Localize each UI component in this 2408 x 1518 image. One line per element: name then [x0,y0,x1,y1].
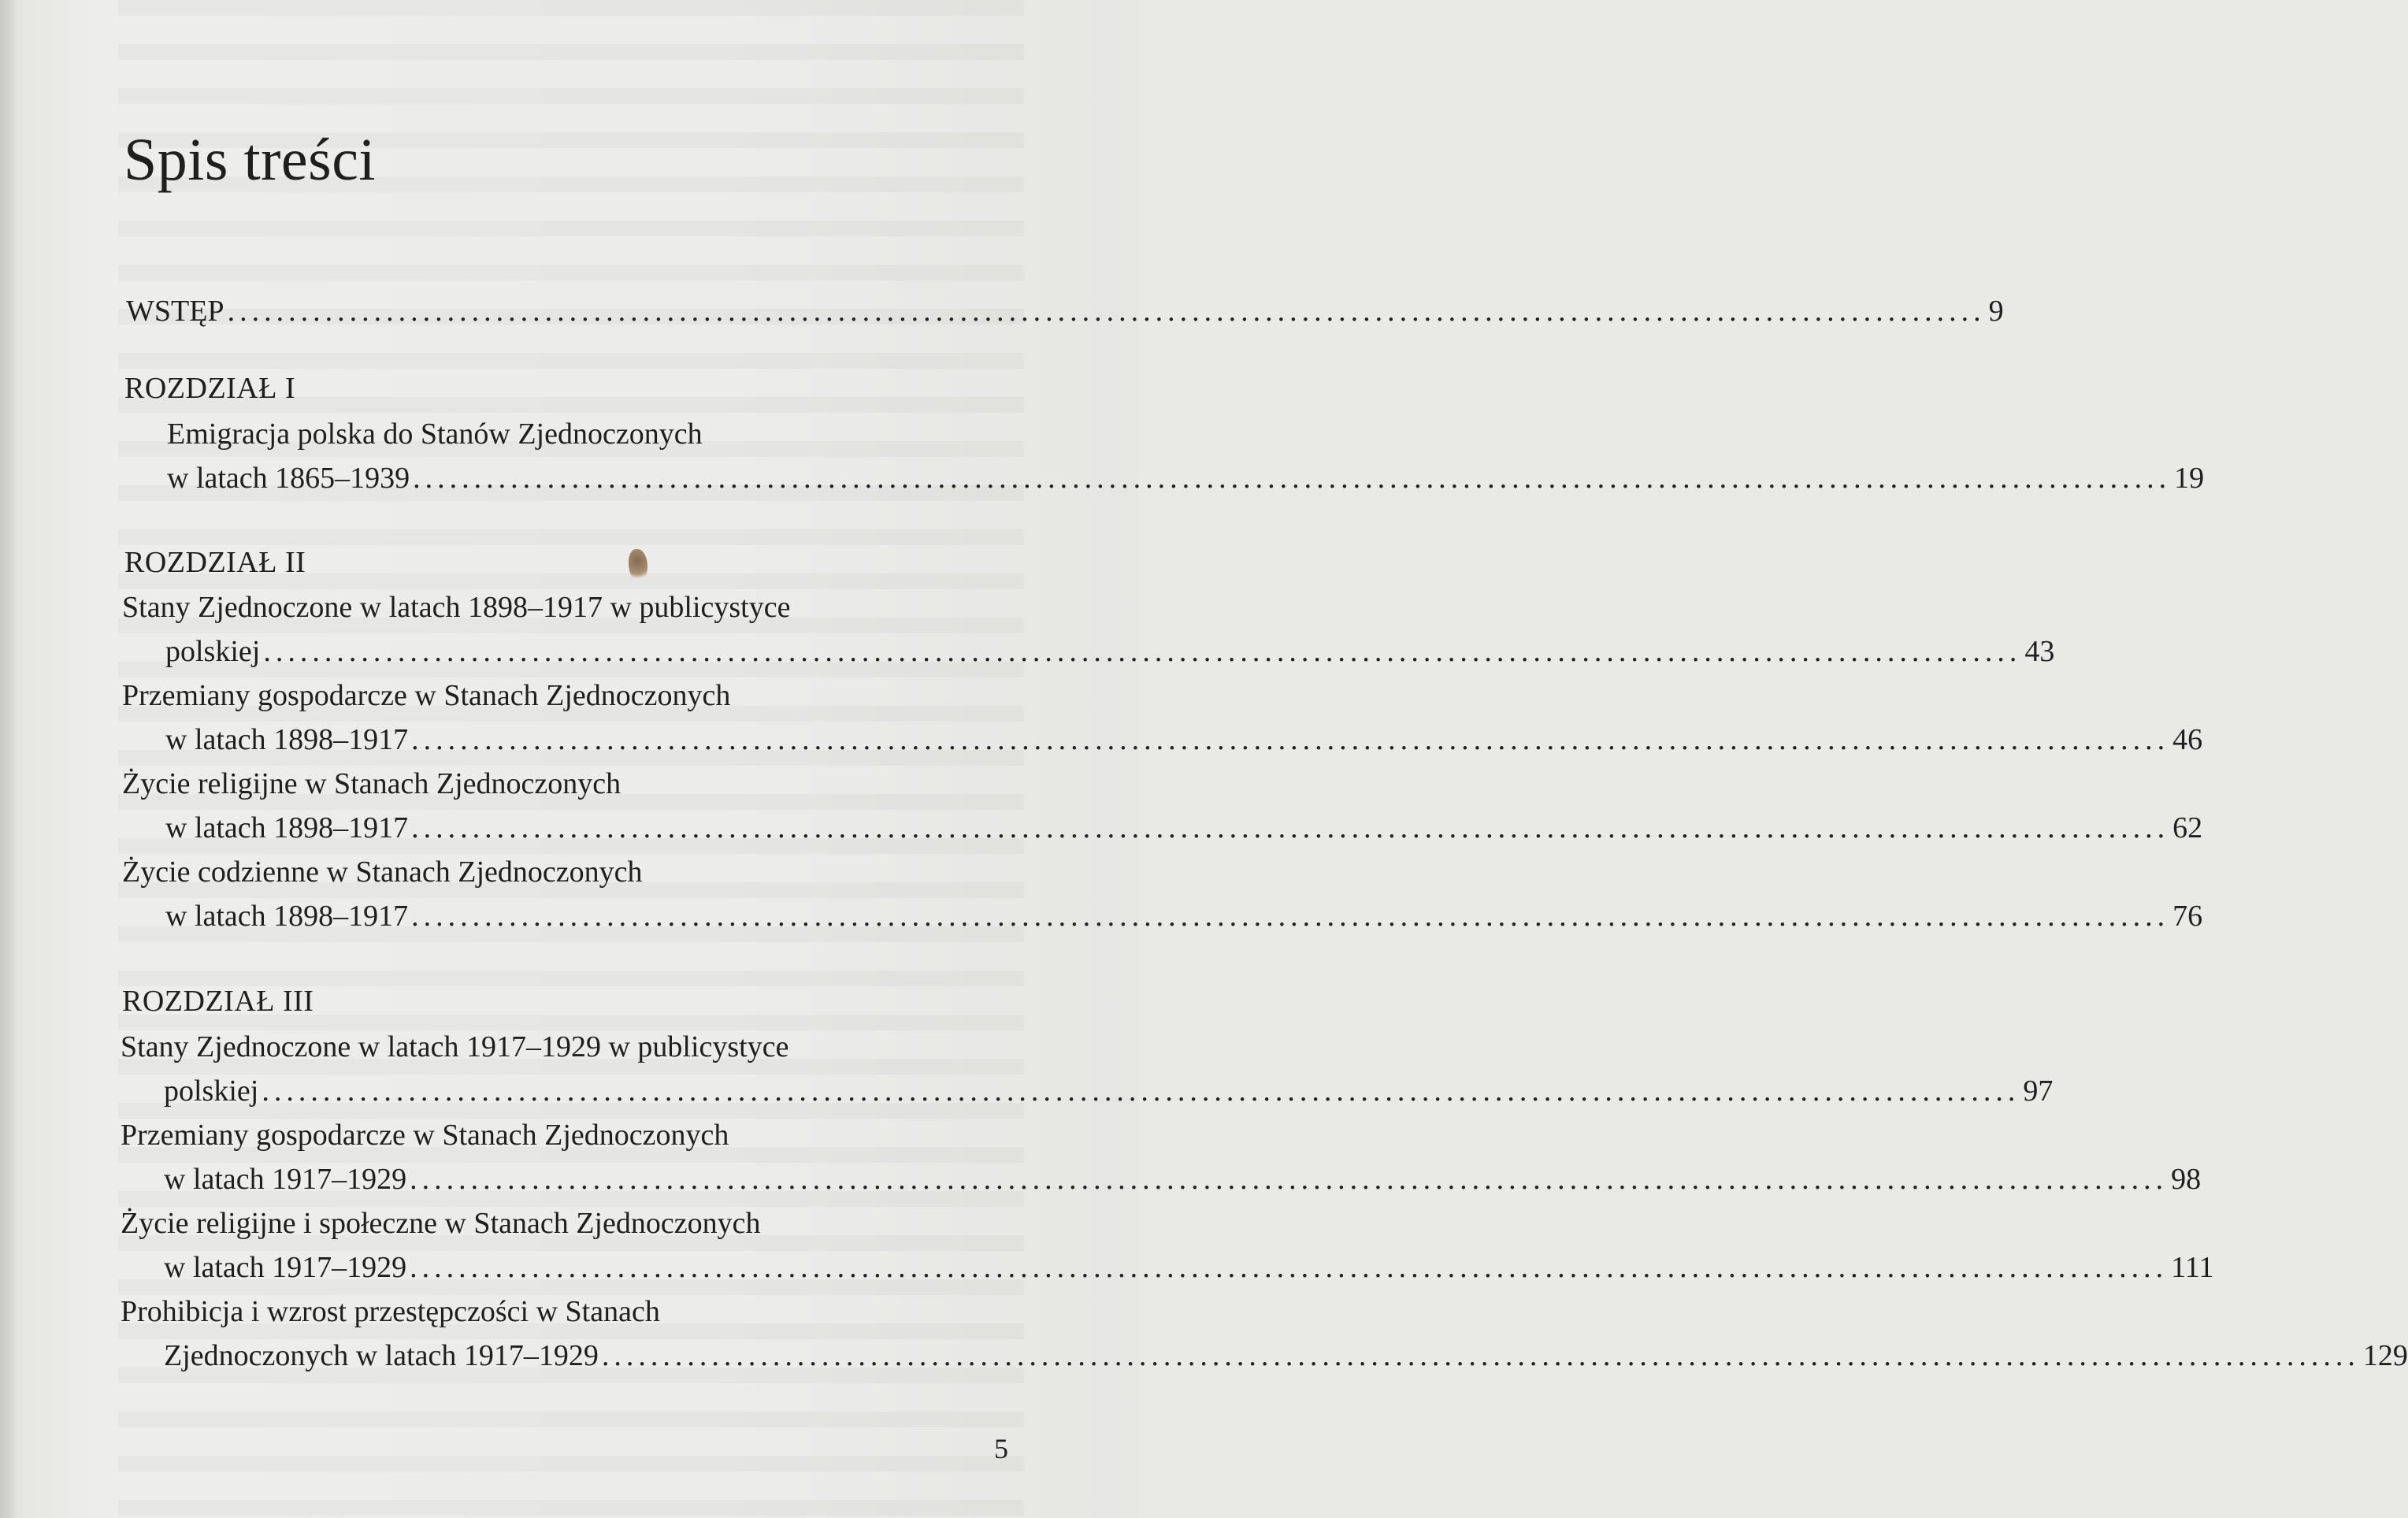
toc-page-number: 9 [1988,295,2004,328]
chapter-heading-2: ROZDZIAŁ II [124,546,306,579]
toc-entry-label: polskiej [164,1074,259,1108]
toc-entry-label: w latach 1917–1929 [164,1163,407,1196]
toc-entry [164,1074,2054,1108]
dot-leader: ................................................................................................................................................ [227,295,1986,328]
page-folio: 5 [994,1433,1008,1464]
dot-leader: ................................................................................................................................................ [411,723,2170,756]
toc-entry-label: w latach 1917–1929 [164,1251,407,1284]
toc-entry-label: w latach 1898–1917 [165,723,409,756]
toc-entry-intro [126,295,2004,328]
toc-entry-label: polskiej [165,635,261,668]
toc-page-number: 62 [2172,811,2203,844]
toc-page-number: 46 [2172,723,2203,756]
dot-leader: ................................................................................................................................................ [262,1074,2020,1108]
toc-page-number: 129 [2362,1339,2408,1372]
toc-entry-line: Prohibicja i wzrost przestępczości w Stanach [121,1295,660,1328]
toc-entry-line: Stany Zjednoczone w latach 1917–1929 w publicystyce [121,1030,789,1063]
toc-page-number: 97 [2023,1074,2054,1108]
toc-entry-label: WSTĘP [126,295,224,328]
toc-entry-line: Przemiany gospodarcze w Stanach Zjednoczonych [122,679,731,712]
toc-page-number: 76 [2172,900,2203,933]
dot-leader: ................................................................................................................................................ [263,635,2022,668]
toc-entry [167,462,2205,495]
toc-entry-line: Przemiany gospodarcze w Stanach Zjednoczonych [121,1119,729,1152]
show-through-text [118,0,1024,1518]
toc-entry-line: Stany Zjednoczone w latach 1898–1917 w publicystyce [122,591,791,624]
dot-leader: ................................................................................................................................................ [413,462,2172,495]
toc-entry-line: Życie religijne i społeczne w Stanach Zjednoczonych [121,1207,761,1240]
toc-entry-line: Życie religijne w Stanach Zjednoczonych [122,767,621,800]
toc-entry [165,900,2203,933]
toc-entry [164,1251,2214,1284]
toc-entry [164,1339,2408,1372]
paper-stain [629,549,647,582]
toc-entry-line: Emigracja polska do Stanów Zjednoczonych [167,418,703,451]
toc-entry-label: w latach 1898–1917 [165,811,409,844]
toc-page-number: 98 [2171,1163,2202,1196]
page-title: Spis treści [124,127,377,193]
toc-entry-label: w latach 1865–1939 [167,462,410,495]
chapter-heading-3: ROZDZIAŁ III [122,985,314,1018]
toc-entry-line: Życie codzienne w Stanach Zjednoczonych [122,855,643,889]
toc-page-number: 111 [2171,1251,2214,1284]
dot-leader: ................................................................................................................................................ [410,1163,2169,1196]
dot-leader: ................................................................................................................................................ [411,900,2170,933]
dot-leader: ................................................................................................................................................ [411,811,2170,844]
toc-entry-label: Zjednoczonych w latach 1917–1929 [164,1339,599,1372]
toc-page-number: 19 [2174,462,2205,495]
dot-leader: ................................................................................................................................................ [410,1251,2169,1284]
spine-shadow [0,0,17,1518]
toc-entry-label: w latach 1898–1917 [165,900,409,933]
toc-page-number: 43 [2024,635,2055,668]
toc-entry [165,635,2055,668]
chapter-heading-1: ROZDZIAŁ I [124,372,296,405]
toc-entry [164,1163,2202,1196]
dot-leader: ................................................................................................................................................ [601,1339,2360,1372]
toc-entry [165,811,2203,844]
toc-entry [165,723,2203,756]
